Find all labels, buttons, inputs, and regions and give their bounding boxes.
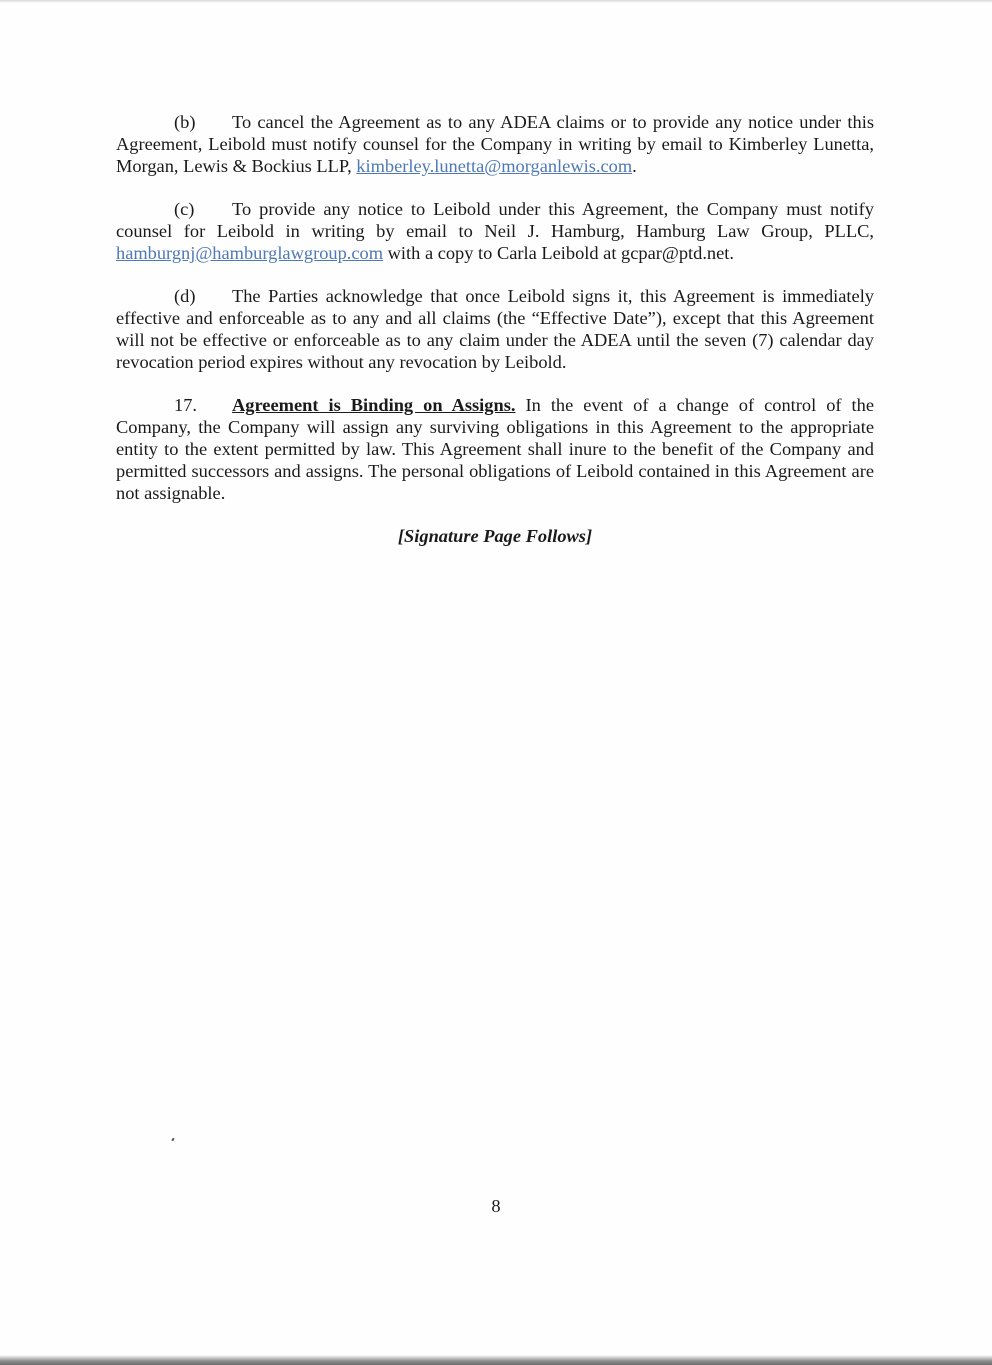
paragraph-d-label: (d) <box>174 286 196 306</box>
scan-top-edge <box>0 0 992 3</box>
section-17-heading: Agreement is Binding on Assigns. <box>232 395 516 415</box>
paragraph-c <box>116 198 874 264</box>
paragraph-b-text: To cancel the Agreement as to any ADEA claims or to provide any notice under this Agreement, Leibold must notify counsel for the Company in writing by email to Kimberley Lunetta, Morgan, Lewis & Bockius LLP, <box>116 112 874 176</box>
email-link-lunetta[interactable]: kimberley.lunetta@morganlewis.com <box>356 156 633 176</box>
paragraph-c-end: with a copy to Carla Leibold at gcpar@ptd.net. <box>383 243 734 263</box>
signature-page-note: [Signature Page Follows] <box>397 526 593 546</box>
scan-bottom-edge <box>0 1355 992 1365</box>
section-17-number: 17. <box>174 395 197 415</box>
paragraph-b-end: . <box>632 156 637 176</box>
section-17 <box>116 394 874 504</box>
paragraph-c-text: To provide any notice to Leibold under this Agreement, the Company must notify counsel for Leibold in writing by email to Neil J. Hamburg, Hamburg Law Group, PLLC, <box>116 199 874 241</box>
page-number: 8 <box>491 1196 501 1216</box>
paragraph-c-label: (c) <box>174 199 195 219</box>
document-body <box>116 111 874 547</box>
section-17-text: In the event of a change of control of the Company, the Company will assign any surviving obligations in this Agreement to the appropriate entity to the extent permitted by law. This Agreement shall inure to the benefit of the Company and permitted successors and assigns. The personal obligations of Leibold contained in this Agreement are not assignable. <box>116 395 875 503</box>
email-link-hamburg[interactable]: hamburgnj@hamburglawgroup.com <box>116 243 384 263</box>
paragraph-b-label: (b) <box>174 112 196 132</box>
paragraph-d-text: The Parties acknowledge that once Leibold signs it, this Agreement is immediately effective and enforceable as to any and all claims (the “Effective Date”), except that this Agreement will not be effective or enforceable as to any claim under the ADEA until the seven (7) calendar day revocation period expires without any revocation by Leibold. <box>116 286 874 372</box>
scan-speck <box>171 1138 174 1142</box>
paragraph-b <box>116 111 874 177</box>
paragraph-d <box>116 285 874 373</box>
